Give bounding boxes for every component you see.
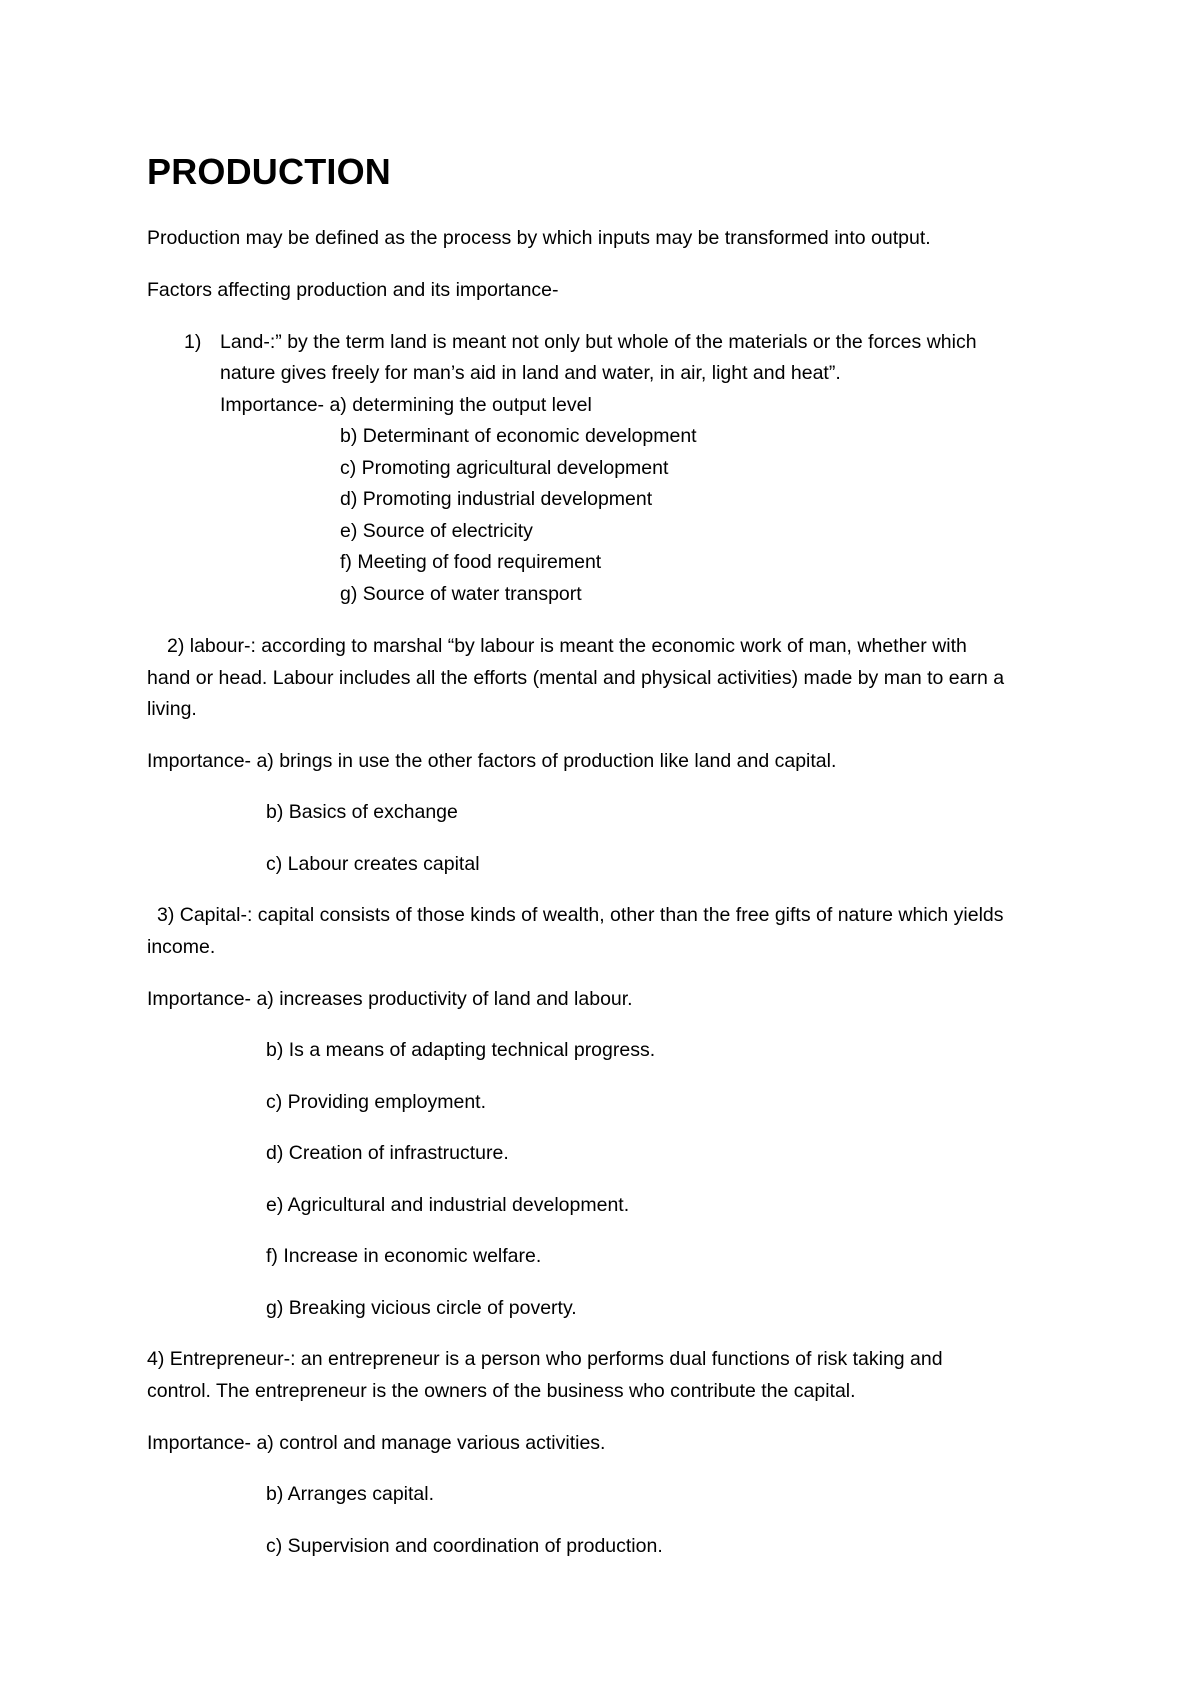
land-importance: Importance- a) determining the output level <box>220 394 592 416</box>
capital-line-1: 3) Capital-: capital consists of those kinds of wealth, other than the free gifts of nature which yields <box>157 904 1004 926</box>
land-importance-item: g) Source of water transport <box>340 583 582 605</box>
capital-importance-item: f) Increase in economic welfare. <box>266 1245 542 1267</box>
land-importance-item: f) Meeting of food requirement <box>340 551 602 573</box>
land-line-2: nature gives freely for man’s aid in land and water, in air, light and heat”. <box>220 362 841 384</box>
capital-importance-item: g) Breaking vicious circle of poverty. <box>266 1297 577 1319</box>
land-importance-item: b) Determinant of economic development <box>340 425 697 447</box>
labour-line-1: 2) labour-: according to marshal “by labour is meant the economic work of man, whether with <box>167 635 967 657</box>
land-number: 1) <box>184 331 202 353</box>
entrepreneur-importance-item: c) Supervision and coordination of production. <box>266 1535 663 1557</box>
labour-importance-item: b) Basics of exchange <box>266 801 458 823</box>
capital-line-2: income. <box>147 936 216 958</box>
capital-importance-item: b) Is a means of adapting technical progress. <box>266 1039 656 1061</box>
capital-importance: Importance- a) increases productivity of land and labour. <box>147 988 633 1010</box>
labour-line-2: hand or head. Labour includes all the efforts (mental and physical activities) made by man to earn a <box>147 667 1005 689</box>
capital-importance-item: d) Creation of infrastructure. <box>266 1142 509 1164</box>
capital-importance-item: e) Agricultural and industrial development. <box>266 1194 630 1216</box>
labour-importance-item: c) Labour creates capital <box>266 853 480 875</box>
factors-heading: Factors affecting production and its importance- <box>147 279 559 301</box>
labour-line-3: living. <box>147 698 197 720</box>
entrepreneur-importance-item: b) Arranges capital. <box>266 1483 435 1505</box>
entrepreneur-line-1: 4) Entrepreneur-: an entrepreneur is a person who performs dual functions of risk taking and <box>147 1348 943 1370</box>
land-importance-item: e) Source of electricity <box>340 520 533 542</box>
page-title: PRODUCTION <box>147 151 391 192</box>
land-importance-item: c) Promoting agricultural development <box>340 457 669 479</box>
entrepreneur-importance: Importance- a) control and manage various activities. <box>147 1432 606 1454</box>
land-line-1: Land-:” by the term land is meant not only but whole of the materials or the forces which <box>220 331 977 353</box>
definition-text: Production may be defined as the process by which inputs may be transformed into output. <box>147 227 931 249</box>
capital-importance-item: c) Providing employment. <box>266 1091 487 1113</box>
entrepreneur-line-2: control. The entrepreneur is the owners of the business who contribute the capital. <box>147 1380 856 1402</box>
labour-importance: Importance- a) brings in use the other factors of production like land and capital. <box>147 750 837 772</box>
land-importance-item: d) Promoting industrial development <box>340 488 653 510</box>
